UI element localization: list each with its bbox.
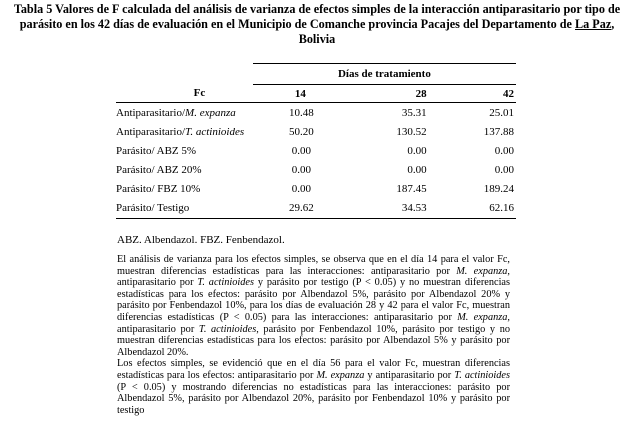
cell-28: 0.00 — [407, 163, 427, 176]
cell-14: 0.00 — [291, 144, 311, 157]
table-caption — [4, 2, 630, 47]
abbreviations-note: ABZ. Albendazol. FBZ. Fenbendazol. — [117, 234, 285, 246]
cell-42: 62.16 — [437, 198, 516, 219]
row-label: Parásito/ ABZ 5% — [116, 144, 197, 157]
row-label: Parásito/ FBZ 10% — [116, 182, 201, 195]
cell-14: 10.48 — [288, 106, 314, 119]
row-header-fc: Fc — [116, 85, 253, 103]
table-row — [116, 103, 516, 123]
cell-28: 187.45 — [396, 182, 427, 195]
cell-42: 0.00 — [494, 163, 514, 176]
col-header-42: 42 — [437, 85, 516, 103]
table-header-row — [116, 85, 516, 103]
table-row — [116, 122, 516, 141]
cell-42: 0.00 — [494, 144, 514, 157]
paragraph-2: Los efectos simples, se evidenció que en el día 56 para el valor Fc, muestran diferencias estadísticas para los efectos: antiparasitario por M. expanza y antiparasitario por T. actinioides (P < 0.05) y mostrando diferencias no estadísticas para las interacciones: parásito por Albendazol 5%, parásito por Albendazol 20%, parásito por Fenbendazol 10% y parásito por testigo — [117, 358, 510, 416]
cell-14: 0.00 — [291, 182, 311, 195]
cell-28: 130.52 — [396, 125, 427, 138]
table-row — [116, 198, 516, 219]
cell-28: 35.31 — [401, 106, 427, 119]
caption-text: Tabla 5 Valores de F calculada del análisis de varianza de efectos simples de la interacción antiparasitario por tipo de parásito en los 42 días de evaluación en el Municipio de Comanche provincia Pacajes del Departamento de — [13, 2, 621, 31]
row-label: Antiparasitario/M. expanza — [116, 106, 236, 119]
cell-28: 34.53 — [340, 198, 437, 219]
col-header-28: 28 — [340, 85, 437, 103]
group-header: Días de tratamiento — [253, 64, 516, 85]
cell-14: 50.20 — [288, 125, 314, 138]
table-group-header-row — [116, 64, 516, 85]
table-row — [116, 179, 516, 198]
cell-42: 25.01 — [489, 106, 514, 119]
col-header-14: 14 — [253, 85, 340, 103]
cell-14: 0.00 — [291, 163, 311, 176]
cell-28: 0.00 — [407, 144, 427, 157]
header-empty-cell — [116, 64, 253, 85]
caption-place: La Paz — [575, 17, 612, 31]
row-label: Parásito/ ABZ 20% — [116, 163, 202, 176]
table-row — [116, 141, 516, 160]
row-label: Parásito/ Testigo — [116, 198, 253, 219]
cell-14: 29.62 — [253, 198, 340, 219]
cell-42: 137.88 — [483, 125, 514, 138]
table-row — [116, 160, 516, 179]
row-label: Antiparasitario/T. actinioides — [116, 125, 245, 138]
paragraph-1: El análisis de varianza para los efectos simples, se observa que en el día 14 para el valor Fc, muestran diferencias estadísticas para las interacciones: antiparasitario por M. expanza, antiparasitario por T. actinioides y parásito por testigo (P < 0.05) y no muestran diferencias estadísticas para los efectos: parásito por Albendazol 5%, parásito por Albendazol 20% y parásito por Fenbendazol 10%, para los días de evaluación 28 y 42 para el valor Fc, muestran diferencias estadísticas (P < 0.05) para las interacciones: antiparasitario por M. expanza, antiparasitario por T. actinioides, parásito por Fenbendazol 10%, parásito por testigo y no muestran diferencias estadísticas para los efectos: parásito por Albendazol 5% y parásito por Albendazol 20%. — [117, 254, 511, 358]
caption-suffix: , Bolivia — [298, 17, 615, 46]
analysis-text — [117, 254, 510, 416]
cell-42: 189.24 — [483, 182, 514, 195]
fc-table — [116, 63, 516, 219]
